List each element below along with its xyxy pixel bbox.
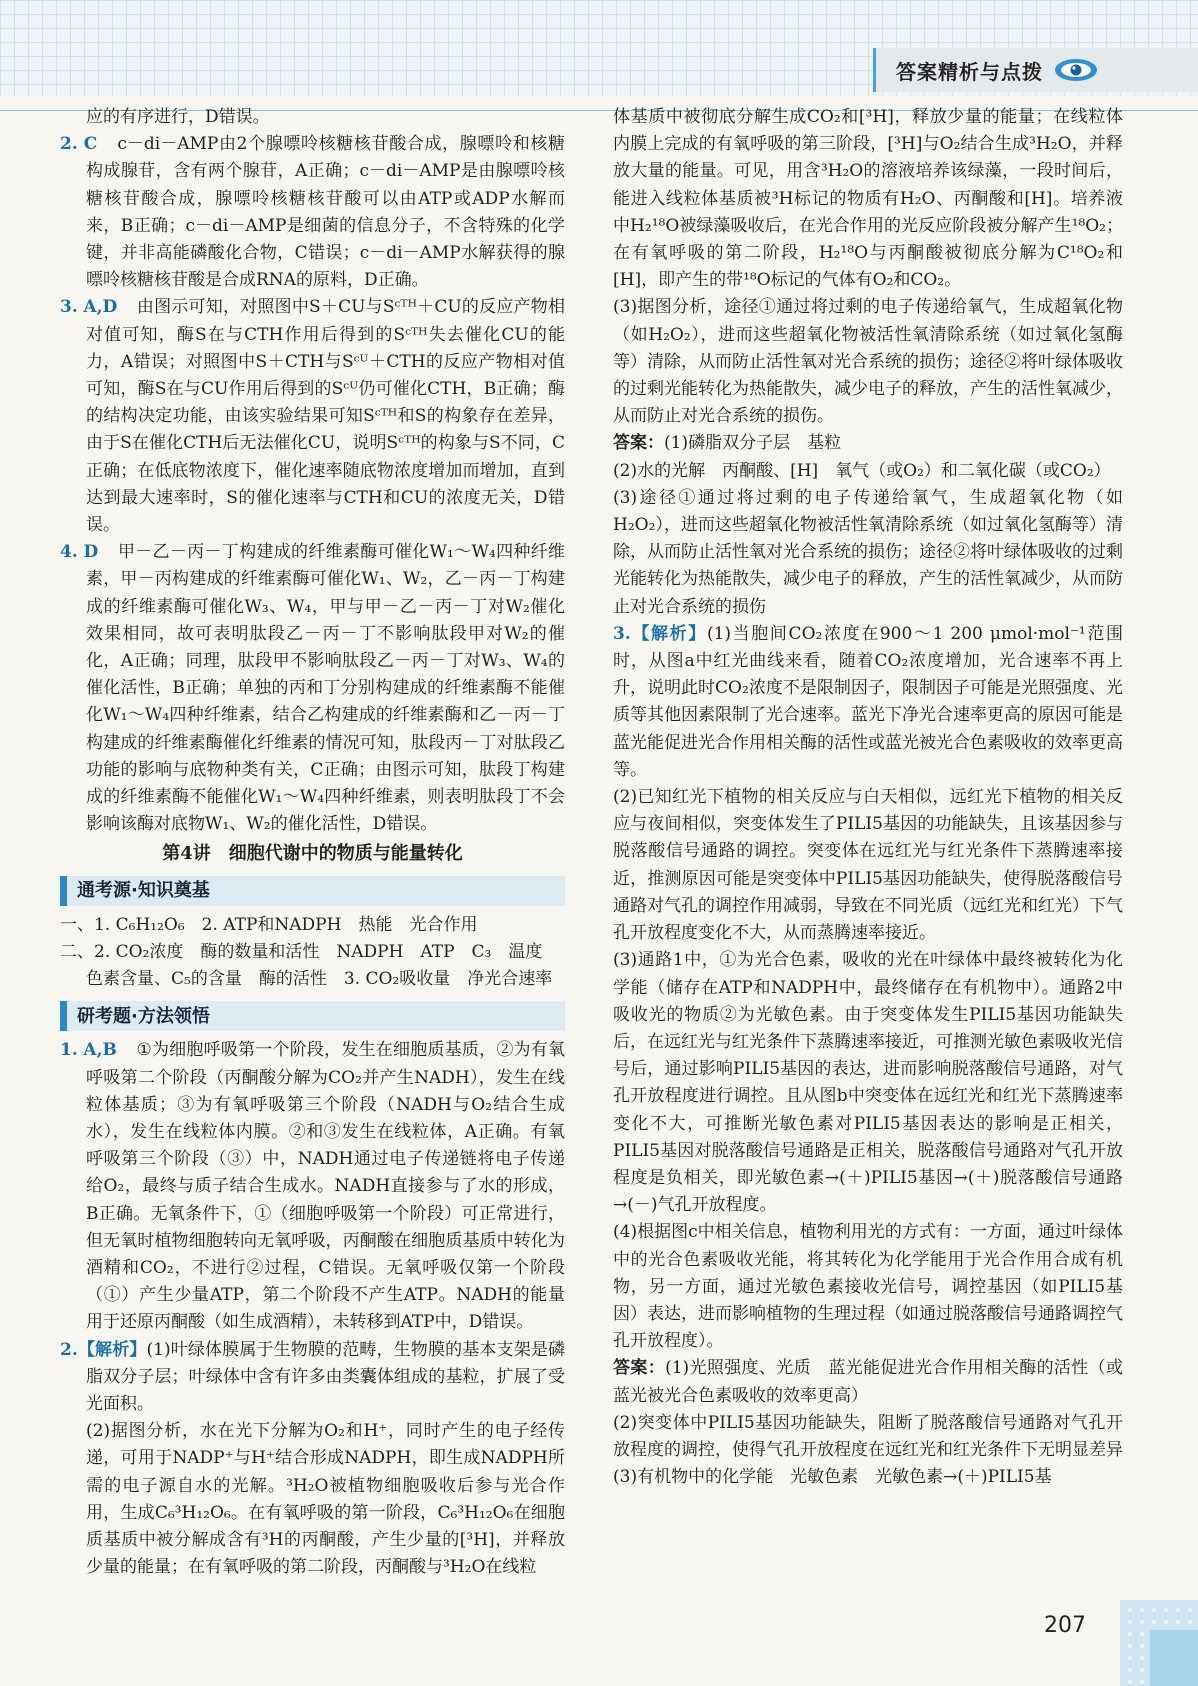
item-number: 1.: [60, 1040, 78, 1061]
research-item-2: [60, 1337, 565, 1419]
chapter-title: 第4讲 细胞代谢中的物质与能量转化: [162, 843, 463, 865]
answer-line: (1)磷脂双分子层 基粒: [664, 433, 842, 454]
header-title: 答案精析与点拨: [896, 59, 1043, 84]
page-number: 207: [1044, 1613, 1086, 1638]
answer-block-2: [613, 430, 1123, 457]
item-number: 2.: [60, 1339, 78, 1360]
item-answer-choice: A,D: [83, 297, 118, 318]
item-explanation: ①为细胞呼吸第一个阶段，发生在细胞质基质，②为有氧呼吸第二个阶段（丙酮酸分解为CO₂并产生NADH），发生在线粒体基质；③为有氧呼吸第三个阶段（NADH与O₂结合生成水），发生在线粒体内膜。②和③发生在线粒体，A正确。有氧呼吸第三个阶段（③）中，NADH通过电子传递链将电子传递给O₂，最终与质子结合生成水。NADH直接参与了水的形成，B正确。无氧条件下，①（细胞呼吸第一个阶段）可正常进行，但无氧时植物细胞转向无氧呼吸，丙酮酸在细胞质基质中转化为酒精和CO₂，不进行②过程，C错误。无氧呼吸仅第一个阶段（①）产生少量ATP，第二个阶段不产生ATP。NADH的能量用于还原丙酮酸（如生成酒精），未转移到ATP中，D错误。: [86, 1040, 565, 1333]
section-heading-knowledge: 通考源·知识奠基: [60, 876, 565, 906]
item-answer-choice: D: [83, 542, 99, 563]
answer-line: (3)有机物中的化学能 光敏色素 光敏色素→(＋)PILI5基: [613, 1467, 1052, 1488]
answer-line: (2)水的光解 丙酮酸、[H] 氧气（或O₂）和二氧化碳（或CO₂）: [613, 460, 1111, 481]
analysis-paragraph: (2)据图分析，水在光下分解为O₂和H⁺，同时产生的电子经传递，可用于NADP⁺与H⁺结合形成NADPH，即生成NADPH所需的电子源自水的光解。³H₂O被植物细胞吸收后参与光合作用，生成C₆³H₁₂O₆。在有氧呼吸的第一阶段，C₆³H₁₂O₆在细胞质基质中被分解成含有³H的丙酮酸，产生少量的[³H]，并释放少量的能量；在有氧呼吸的第二阶段，丙酮酸与³H₂O在线粒: [86, 1421, 565, 1578]
answer-item-3: [60, 294, 565, 539]
answer-item-4: [60, 539, 565, 838]
analysis-paragraph: (4)根据图c中相关信息，植物利用光的方式有：一方面，通过叶绿体中的光合色素吸收光能，将其转化为化学能用于光合作用合成有机物，另一方面，通过光敏色素接收光信号，调控基因（如PILI5基因）表达，进而影响植物的生理过程（如通过脱落酸信号通路调控气孔开放程度）。: [613, 1222, 1123, 1352]
item-explanation: c－di－AMP由2个腺嘌呤核糖核苷酸合成，腺嘌呤和核糖构成腺苷，含有两个腺苷，A正确；c－di－AMP是由腺嘌呤核糖核苷酸合成，腺嘌呤核糖核苷酸可以由ATP或ADP水解而来，B正确；c－di－AMP是细菌的信息分子，不含特殊的化学键，并非高能磷酸化合物，C错误；c－di－AMP水解获得的腺嘌呤核糖核苷酸是合成RNA的原料，D正确。: [86, 134, 565, 291]
item-number: 2.: [60, 134, 78, 155]
eye-logo-icon: [1053, 57, 1099, 83]
header-tab: [873, 48, 1198, 92]
knowledge-line: 一、1. C₆H₁₂O₆ 2. ATP和NADPH 热能 光合作用: [60, 914, 478, 935]
answer-label: 答案：: [613, 1358, 666, 1379]
answer-line: (2)突变体中PILI5基因功能缺失，阻断了脱落酸信号通路对气孔开放程度的调控，使得气孔开放程度在远红光和红光条件下无明显差异: [613, 1412, 1123, 1460]
knowledge-line: 色素含量、C₅的含量 酶的活性 3. CO₂吸收量 净光合速率: [86, 969, 553, 990]
knowledge-line: 二、2. CO₂浓度 酶的数量和活性 NADPH ATP C₃ 温度: [60, 941, 543, 962]
item-answer-choice: C: [83, 134, 98, 155]
answer-item-2: [60, 131, 565, 294]
continued-text: 应的有序进行，D错误。: [86, 107, 270, 127]
left-column: [60, 104, 565, 1581]
answer-label: 答案：: [613, 433, 664, 454]
right-column: [613, 104, 1123, 1491]
item-explanation: 甲－乙－丙－丁构建成的纤维素酶可催化W₁～W₄四种纤维素，甲－丙构建成的纤维素酶可催化W₁、W₂，乙－丙－丁构建成的纤维素酶可催化W₃、W₄，甲与甲－乙－丙－丁对W₂催化效果相同，故可表明肽段乙－丙－丁不影响肽段甲对W₂的催化，A正确；同理，肽段甲不影响肽段乙－丙－丁对W₃、W₄的催化活性，B正确；单独的丙和丁分别构建成的纤维素酶不能催化W₁～W₄四种纤维素，结合乙构建成的纤维素酶和乙－丙－丁构建成的纤维素酶催化纤维素的情况可知，肽段丙－丁对肽段乙功能的影响与底物种类有关，C正确；由图示可知，肽段丁构建成的纤维素酶不能催化W₁～W₄四种纤维素，则表明肽段丁不会影响该酶对底物W₁、W₂的催化活性，D错误。: [86, 542, 565, 835]
section-heading-methods: 研考题·方法领悟: [60, 1001, 565, 1031]
analysis-paragraph-continued: 体基质中被彻底分解生成CO₂和[³H]，释放少量的能量；在线粒体内膜上完成的有氧呼吸的第三阶段，[³H]与O₂结合生成³H₂O，并释放大量的能量。可见，用含³H₂O的溶液培养该绿藻，一段时间后，能进入线粒体基质被³H标记的物质有H₂O、丙酮酸和[H]。培养液中H₂¹⁸O被绿藻吸收后，在光合作用的光反应阶段被分解产生¹⁸O₂；在有氧呼吸的第二阶段，H₂¹⁸O与丙酮酸被彻底分解为C¹⁸O₂和[H]，即产生的带¹⁸O标记的气体有O₂和CO₂。: [613, 107, 1123, 291]
analysis-paragraph: (3)据图分析，途径①通过将过剩的电子传递给氧气，生成超氧化物（如H₂O₂），进而这些超氧化物被活性氧清除系统（如过氧化氢酶等）清除，从而防止活性氧对光合系统的损伤；途径②将叶绿体吸收的过剩光能转化为热能散失，减少电子的释放，产生的活性氧减少，从而防止对光合系统的损伤。: [613, 297, 1123, 427]
corner-block-decoration: [1150, 1630, 1198, 1686]
research-item-3: [613, 621, 1123, 784]
analysis-paragraph: (1)叶绿体膜属于生物膜的范畴，生物膜的基本支架是磷脂双分子层；叶绿体中含有许多由类囊体组成的基粒，扩展了受光面积。: [86, 1339, 565, 1414]
analysis-paragraph: (1)当胞间CO₂浓度在900～1 200 μmol·mol⁻¹范围时，从图a中红光曲线来看，随着CO₂浓度增加，光合速率不再上升，说明此时CO₂浓度不是限制因子，限制因子可能是光照强度、光质等其他因素限制了光合速率。蓝光下净光合速率更高的原因可能是蓝光能促进光合作用相关酶的活性或蓝光被光合色素吸收的效率更高等。: [613, 623, 1124, 780]
analysis-tag: 【解析】: [77, 1339, 147, 1360]
item-number: 3.: [613, 623, 631, 644]
answer-line: (1)光照强度、光质 蓝光能促进光合作用相关酶的活性（或蓝光被光合色素吸收的效率更高）: [613, 1358, 1123, 1406]
item-explanation: 由图示可知，对照图中S＋CU与Sᶜᵀᴴ＋CU的反应产物相对值可知，酶S在与CTH作用后得到的Sᶜᵀᴴ失去催化CU的能力，A错误；对照图中S＋CTH与Sᶜᵁ＋CTH的反应产物相对值可知，酶S在与CU作用后得到的Sᶜᵁ仍可催化CTH，B正确；酶的结构决定功能，由该实验结果可知Sᶜᵀᴴ和S的构象存在差异，由于S在催化CTH后无法催化CU，说明Sᶜᵀᴴ的构象与S不同，C正确；在低底物浓度下，催化速率随底物浓度增加而增加，直到达到最大速率时，S的催化速率与CTH和CU的浓度无关，D错误。: [86, 297, 565, 536]
item-number: 3.: [60, 297, 78, 318]
research-item-1: [60, 1037, 565, 1336]
item-answer-choice: A,B: [83, 1040, 117, 1061]
analysis-paragraph: (3)通路1中，①为光合色素，吸收的光在叶绿体中最终被转化为化学能（储存在ATP和NADPH中，最终储存在有机物中）。通路2中吸收光的物质②为光敏色素。由于突变体发生PILI5基因功能缺失后，在远红光与红光条件下蒸腾速率接近，可推测光敏色素吸收光信号后，通过影响PILI5基因的表达，进而影响脱落酸信号通路，对气孔开放程度进行调控。且从图b中突变体在远红光和红光下蒸腾速率变化不大，可推断光敏色素对PILI5基因表达的影响是正相关，PILI5基因对脱落酸信号通路是正相关，脱落酸信号通路对气孔开放程度是负相关，即光敏色素→(＋)PILI5基因→(＋)脱落酸信号通路→(－)气孔开放程度。: [613, 950, 1123, 1216]
answer-block-3: [613, 1355, 1123, 1409]
item-number: 4.: [60, 542, 78, 563]
analysis-paragraph: (2)已知红光下植物的相关反应与白天相似，远红光下植物的相关反应与夜间相似，突变体发生了PILI5基因的功能缺失，且该基因参与脱落酸信号通路的调控。突变体在远红光与红光条件下蒸腾速率接近，推测原因可能是突变体中PILI5基因功能缺失，使得脱落酸信号通路对气孔的调控作用减弱，导致在不同光质（远红光和红光）下气孔开放程度变化不大，从而蒸腾速率接近。: [613, 787, 1123, 944]
analysis-tag: 【解析】: [630, 623, 707, 644]
answer-line: (3)途径①通过将过剩的电子传递给氧气，生成超氧化物（如H₂O₂），进而这些超氧化物被活性氧清除系统（如过氧化氢酶等）清除，从而防止活性氧对光合系统的损伤；途径②将叶绿体吸收的过剩光能转化为热能散失，减少电子的释放，产生的活性氧减少，从而防止对光合系统的损伤: [613, 487, 1123, 617]
